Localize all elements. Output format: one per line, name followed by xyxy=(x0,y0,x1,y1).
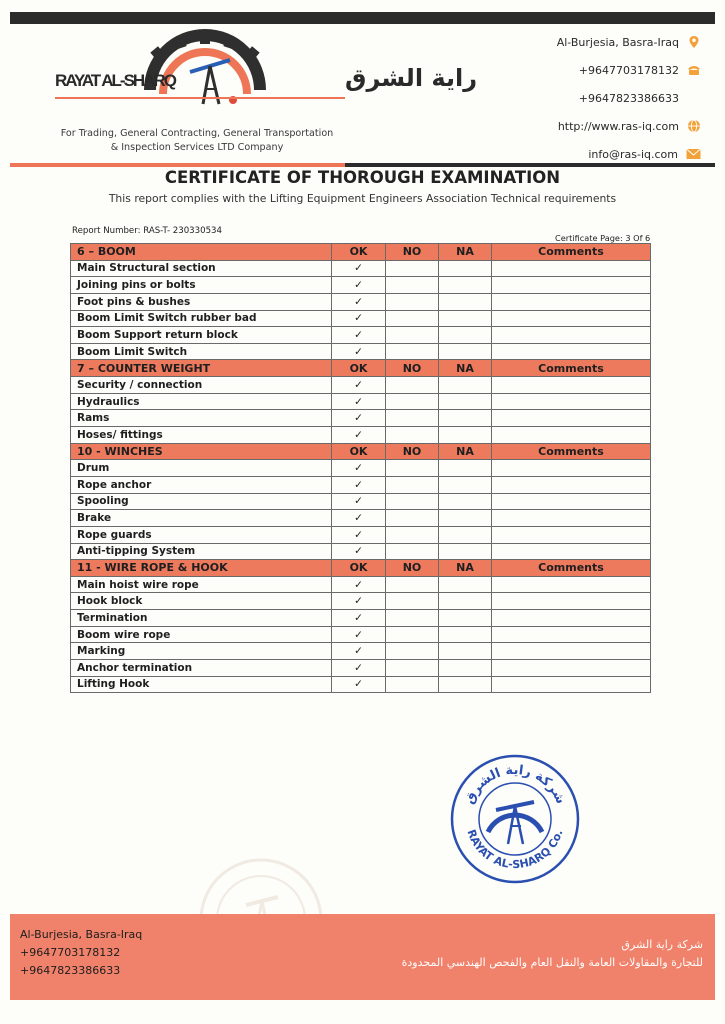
svg-text:شركة راية الشرق: شركة راية الشرق xyxy=(462,762,569,807)
section-ok: OK xyxy=(332,443,386,460)
item-label: Boom wire rope xyxy=(71,626,332,643)
no-cell xyxy=(386,310,439,327)
no-cell xyxy=(386,626,439,643)
contact-email[interactable]: info@ras-iq.com xyxy=(471,140,701,168)
table-row xyxy=(71,543,651,560)
item-label: Main hoist wire rope xyxy=(71,576,332,593)
table-row xyxy=(71,410,651,427)
ok-check: ✓ xyxy=(332,277,386,294)
no-cell xyxy=(386,610,439,627)
ok-check: ✓ xyxy=(332,660,386,677)
na-cell xyxy=(439,543,492,560)
section-na: NA xyxy=(439,443,492,460)
no-cell xyxy=(386,493,439,510)
no-cell xyxy=(386,393,439,410)
section-header xyxy=(71,443,651,460)
no-cell xyxy=(386,427,439,444)
table-row xyxy=(71,393,651,410)
item-label: Rope guards xyxy=(71,526,332,543)
item-label: Boom Limit Switch xyxy=(71,343,332,360)
comments-cell xyxy=(492,377,651,394)
certificate-subtitle: This report complies with the Lifting Equipment Engineers Association Technical requirements xyxy=(108,192,617,205)
na-cell xyxy=(439,576,492,593)
table-row xyxy=(71,526,651,543)
ok-check: ✓ xyxy=(332,593,386,610)
comments-cell xyxy=(492,343,651,360)
item-label: Joining pins or bolts xyxy=(71,277,332,294)
section-title: 10 - WINCHES xyxy=(71,443,332,460)
header-divider xyxy=(10,163,715,167)
item-label: Main Structural section xyxy=(71,260,332,277)
table-row xyxy=(71,460,651,477)
na-cell xyxy=(439,626,492,643)
na-cell xyxy=(439,310,492,327)
comments-cell xyxy=(492,526,651,543)
ok-check: ✓ xyxy=(332,510,386,527)
no-cell xyxy=(386,293,439,310)
na-cell xyxy=(439,676,492,693)
contact-address: Al-Burjesia, Basra-Iraq xyxy=(471,28,701,56)
section-no: NO xyxy=(386,443,439,460)
no-cell xyxy=(386,593,439,610)
section-ok: OK xyxy=(332,360,386,377)
na-cell xyxy=(439,343,492,360)
na-cell xyxy=(439,593,492,610)
report-number: Report Number: RAS-T- 230330534 xyxy=(72,226,222,236)
section-na: NA xyxy=(439,244,492,261)
contact-phone-1: +9647703178132 xyxy=(471,56,701,84)
brand-ar: راية الشرق xyxy=(345,64,478,92)
ok-check: ✓ xyxy=(332,643,386,660)
ok-check: ✓ xyxy=(332,260,386,277)
table-row xyxy=(71,310,651,327)
no-cell xyxy=(386,327,439,344)
no-cell xyxy=(386,643,439,660)
item-label: Marking xyxy=(71,643,332,660)
no-cell xyxy=(386,410,439,427)
table-row xyxy=(71,293,651,310)
comments-cell xyxy=(492,510,651,527)
comments-cell xyxy=(492,393,651,410)
no-cell xyxy=(386,510,439,527)
no-cell xyxy=(386,260,439,277)
contact-website[interactable]: http://www.ras-iq.com xyxy=(471,112,701,140)
section-no: NO xyxy=(386,244,439,261)
na-cell xyxy=(439,410,492,427)
na-cell xyxy=(439,493,492,510)
na-cell xyxy=(439,660,492,677)
ok-check: ✓ xyxy=(332,526,386,543)
item-label: Anchor termination xyxy=(71,660,332,677)
item-label: Hydraulics xyxy=(71,393,332,410)
section-no: NO xyxy=(386,560,439,577)
section-comments: Comments xyxy=(492,360,651,377)
header-contacts xyxy=(471,28,701,168)
section-no: NO xyxy=(386,360,439,377)
location-icon xyxy=(687,35,701,49)
comments-cell xyxy=(492,327,651,344)
brand-en: RAYAT AL-SHARQ xyxy=(55,71,177,90)
section-comments: Comments xyxy=(492,244,651,261)
na-cell xyxy=(439,377,492,394)
section-na: NA xyxy=(439,360,492,377)
no-cell xyxy=(386,543,439,560)
no-cell xyxy=(386,526,439,543)
na-cell xyxy=(439,393,492,410)
comments-cell xyxy=(492,460,651,477)
table-row xyxy=(71,476,651,493)
company-stamp xyxy=(448,752,582,886)
section-title: 6 – BOOM xyxy=(71,244,332,261)
table-row xyxy=(71,660,651,677)
comments-cell xyxy=(492,427,651,444)
comments-cell xyxy=(492,660,651,677)
ok-check: ✓ xyxy=(332,410,386,427)
item-label: Security / connection xyxy=(71,377,332,394)
ok-check: ✓ xyxy=(332,576,386,593)
section-header xyxy=(71,244,651,261)
stamp-pump-jack-icon xyxy=(488,802,542,844)
table-row xyxy=(71,676,651,693)
table-row xyxy=(71,377,651,394)
no-cell xyxy=(386,676,439,693)
comments-cell xyxy=(492,610,651,627)
na-cell xyxy=(439,643,492,660)
examination-table xyxy=(70,243,651,693)
item-label: Anti-tipping System xyxy=(71,543,332,560)
ok-check: ✓ xyxy=(332,543,386,560)
svg-text:RAYAT AL-SHARQ Co.: RAYAT AL-SHARQ Co. xyxy=(464,827,566,872)
item-label: Rope anchor xyxy=(71,476,332,493)
item-label: Drum xyxy=(71,460,332,477)
section-header xyxy=(71,360,651,377)
na-cell xyxy=(439,327,492,344)
section-na: NA xyxy=(439,560,492,577)
item-label: Foot pins & bushes xyxy=(71,293,332,310)
ok-check: ✓ xyxy=(332,610,386,627)
comments-cell xyxy=(492,293,651,310)
certificate-title: CERTIFICATE OF THOROUGH EXAMINATION xyxy=(164,168,561,187)
item-label: Hook block xyxy=(71,593,332,610)
section-ok: OK xyxy=(332,560,386,577)
company-tagline: For Trading, General Contracting, General Transportation & Inspection Services LTD Company xyxy=(60,128,334,153)
ok-check: ✓ xyxy=(332,310,386,327)
certificate-page: Certificate Page: 3 Of 6 xyxy=(555,233,651,243)
na-cell xyxy=(439,293,492,310)
table-row xyxy=(71,643,651,660)
contact-phone-2: +9647823386633 xyxy=(578,91,679,105)
comments-cell xyxy=(492,626,651,643)
ok-check: ✓ xyxy=(332,676,386,693)
company-logo xyxy=(55,34,478,124)
item-label: Termination xyxy=(71,610,332,627)
ok-check: ✓ xyxy=(332,293,386,310)
item-label: Lifting Hook xyxy=(71,676,332,693)
comments-cell xyxy=(492,543,651,560)
na-cell xyxy=(439,476,492,493)
ok-check: ✓ xyxy=(332,460,386,477)
no-cell xyxy=(386,576,439,593)
footer-contacts: Al-Burjesia, Basra-Iraq +9647703178132 +9647823386633 xyxy=(20,928,143,977)
ok-check: ✓ xyxy=(332,626,386,643)
comments-cell xyxy=(492,676,651,693)
comments-cell xyxy=(492,310,651,327)
no-cell xyxy=(386,377,439,394)
na-cell xyxy=(439,610,492,627)
section-title: 7 – COUNTER WEIGHT xyxy=(71,360,332,377)
na-cell xyxy=(439,277,492,294)
no-cell xyxy=(386,476,439,493)
na-cell xyxy=(439,526,492,543)
comments-cell xyxy=(492,576,651,593)
table-row xyxy=(71,510,651,527)
table-row xyxy=(71,427,651,444)
na-cell xyxy=(439,260,492,277)
item-label: Rams xyxy=(71,410,332,427)
table-row xyxy=(71,610,651,627)
ok-check: ✓ xyxy=(332,327,386,344)
ok-check: ✓ xyxy=(332,427,386,444)
ok-check: ✓ xyxy=(332,476,386,493)
ok-check: ✓ xyxy=(332,377,386,394)
na-cell xyxy=(439,460,492,477)
table-row xyxy=(71,327,651,344)
ok-check: ✓ xyxy=(332,343,386,360)
mail-icon xyxy=(686,148,701,160)
footer-arabic-name: شركة راية الشرق للتجارة والمقاولات العامة والنقل العام والفحص الهندسي المحدودة xyxy=(401,938,703,969)
item-label: Boom Limit Switch rubber bad xyxy=(71,310,332,327)
phone-icon xyxy=(687,63,701,77)
comments-cell xyxy=(492,593,651,610)
no-cell xyxy=(386,660,439,677)
table-row xyxy=(71,260,651,277)
no-cell xyxy=(386,277,439,294)
table-row xyxy=(71,576,651,593)
na-cell xyxy=(439,427,492,444)
comments-cell xyxy=(492,410,651,427)
comments-cell xyxy=(492,260,651,277)
section-comments: Comments xyxy=(492,443,651,460)
top-bar xyxy=(10,12,715,24)
comments-cell xyxy=(492,493,651,510)
item-label: Boom Support return block xyxy=(71,327,332,344)
comments-cell xyxy=(492,277,651,294)
no-cell xyxy=(386,460,439,477)
item-label: Spooling xyxy=(71,493,332,510)
ok-check: ✓ xyxy=(332,393,386,410)
table-row xyxy=(71,277,651,294)
globe-icon xyxy=(687,119,701,133)
table-row xyxy=(71,626,651,643)
no-cell xyxy=(386,343,439,360)
section-comments: Comments xyxy=(492,560,651,577)
section-header xyxy=(71,560,651,577)
item-label: Brake xyxy=(71,510,332,527)
comments-cell xyxy=(492,643,651,660)
footer-band xyxy=(10,914,715,1000)
table-row xyxy=(71,493,651,510)
comments-cell xyxy=(492,476,651,493)
section-title: 11 - WIRE ROPE & HOOK xyxy=(71,560,332,577)
item-label: Hoses/ fittings xyxy=(71,427,332,444)
section-ok: OK xyxy=(332,244,386,261)
na-cell xyxy=(439,510,492,527)
table-row xyxy=(71,593,651,610)
table-row xyxy=(71,343,651,360)
ok-check: ✓ xyxy=(332,493,386,510)
